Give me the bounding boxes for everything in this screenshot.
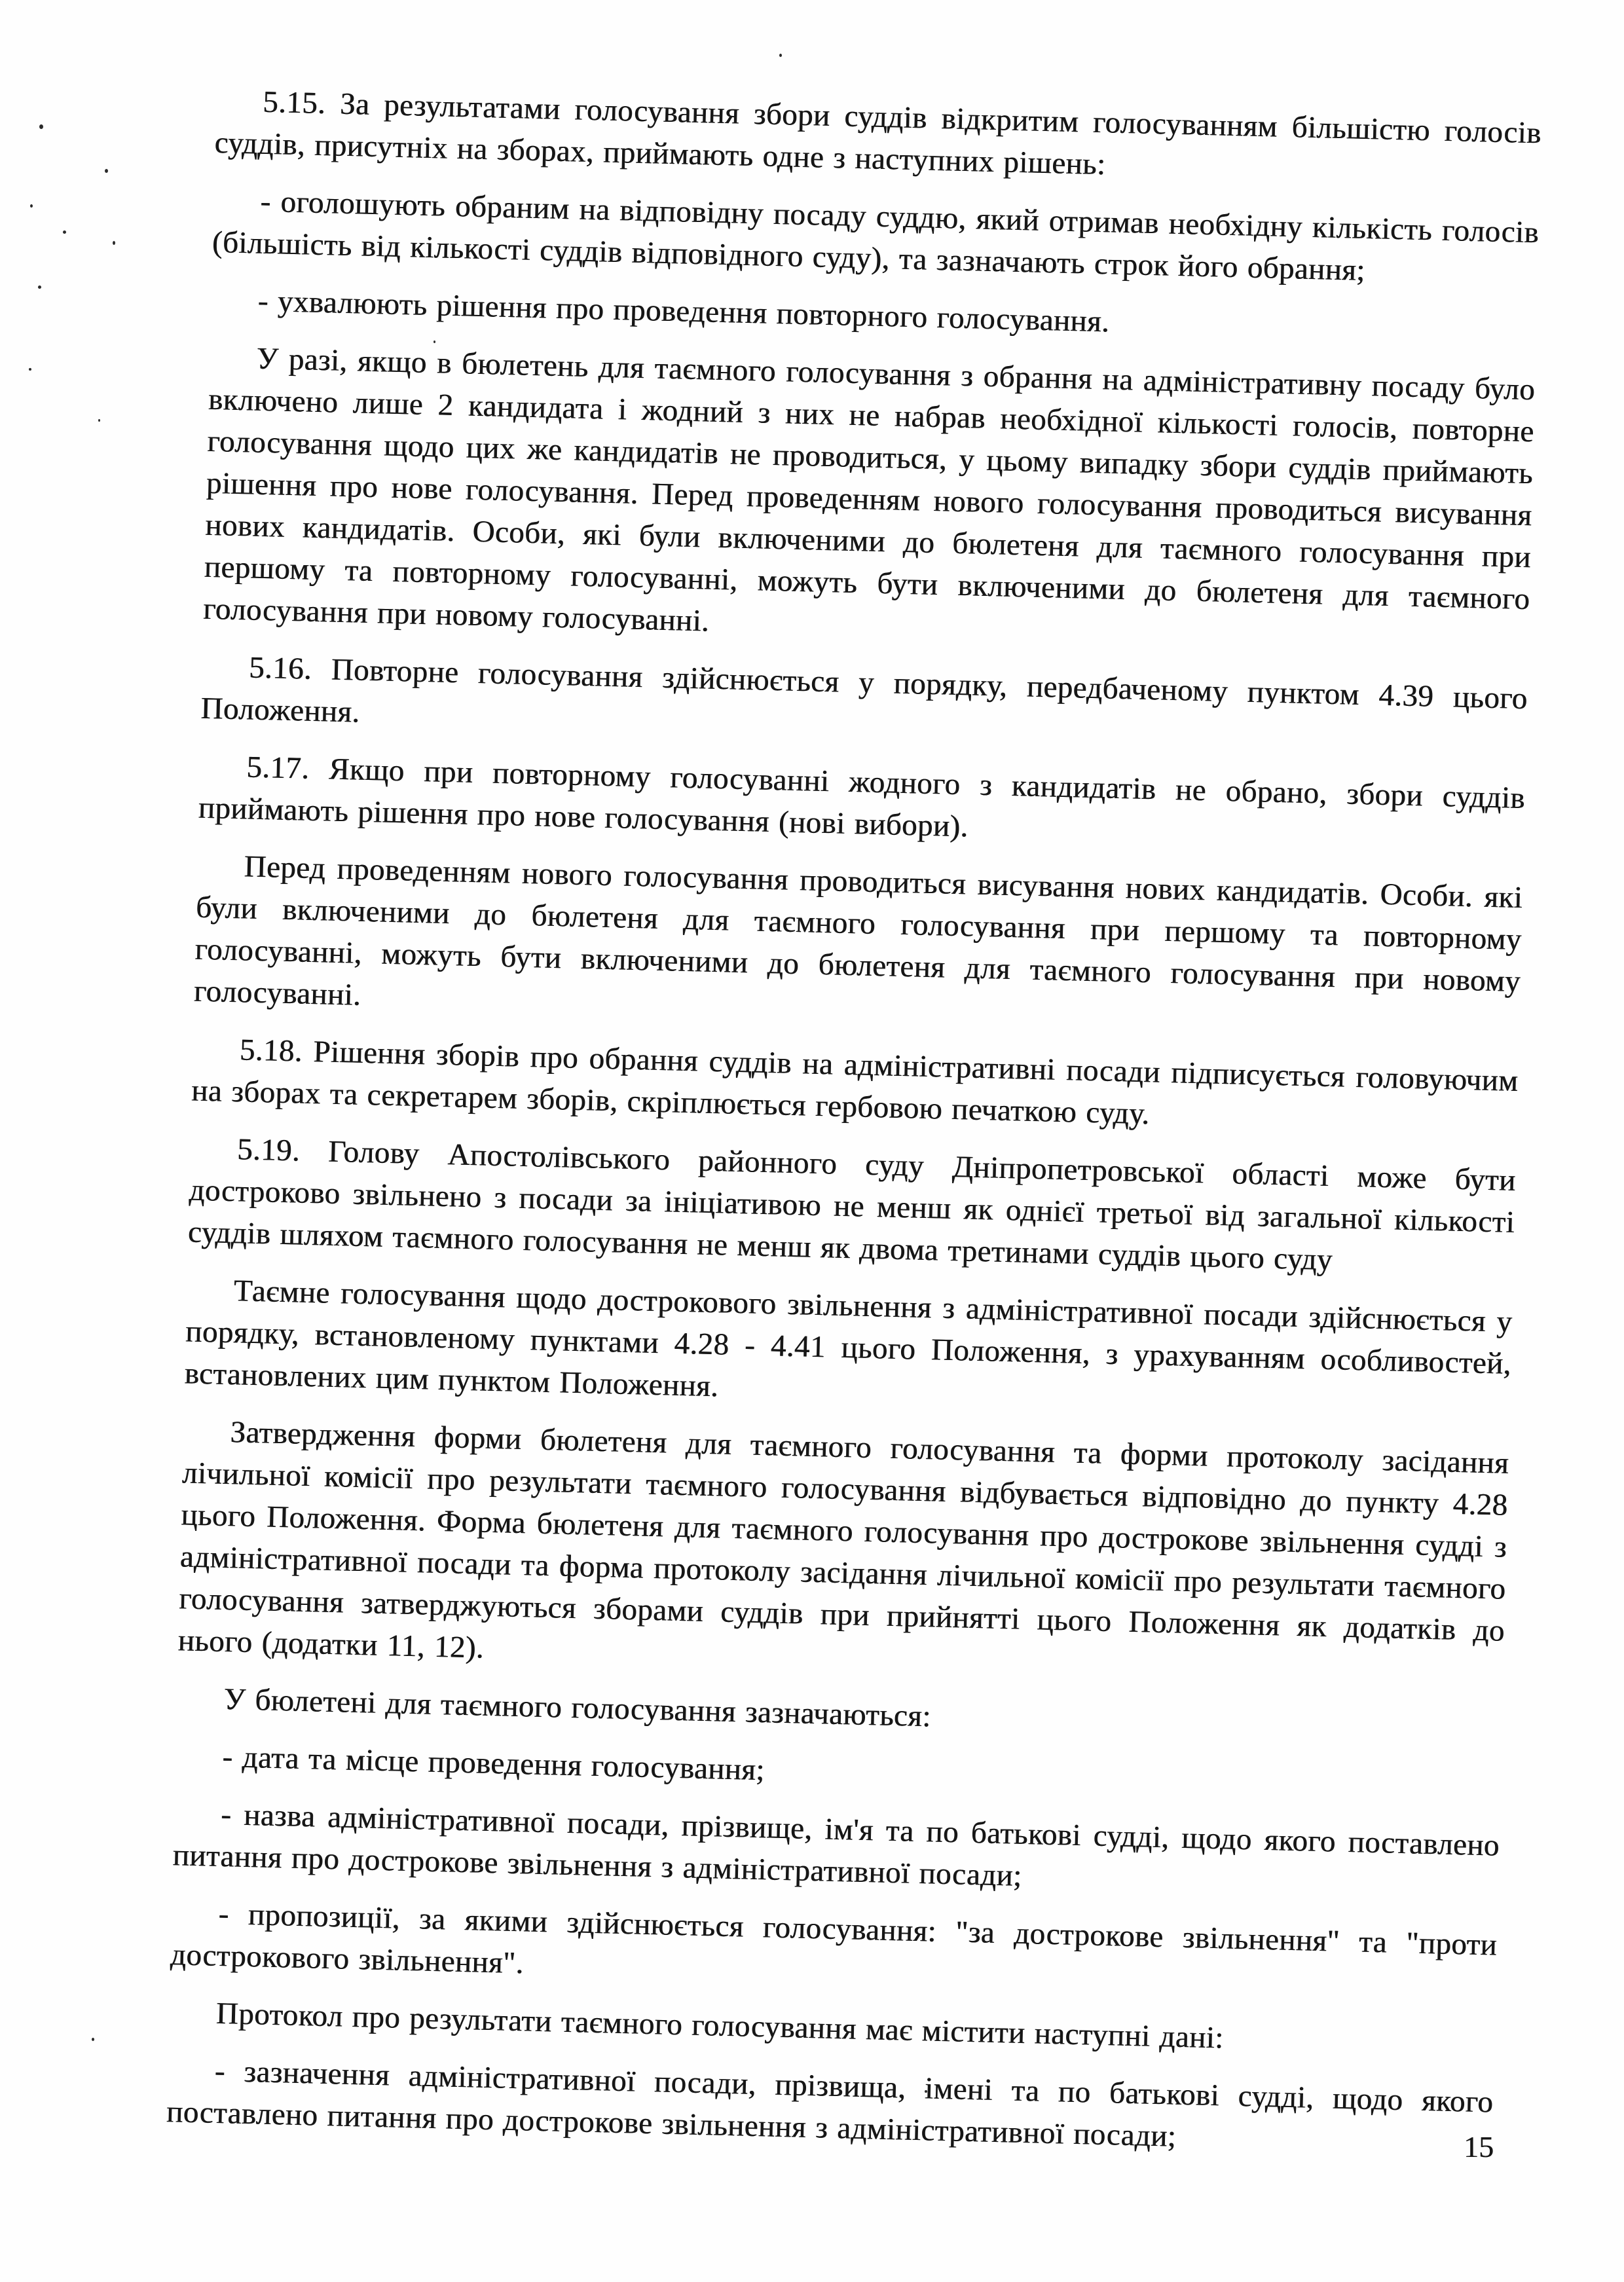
- document-text: [166, 80, 1542, 2181]
- paragraph: 5.17. Якщо при повторному голосуванні жодного з кандидатів не обрано, збори суддів приймають рішення про нове голосування (нові вибори).: [198, 750, 1526, 844]
- paragraph: Перед проведенням нового голосування проводиться висування нових кандидатів. Особи. які були включеними до бюлетеня для таємного голосування при першому та повторному голосуванні, можуть бути включеними до бюлетеня для таємного голосування при новому голосуванні.: [193, 849, 1523, 1012]
- scan-speck: [779, 54, 782, 57]
- scan-speck: [29, 368, 31, 371]
- paragraph: У разі, якщо в бюлетень для таємного голосування з обрання на адміністративну посаду було включено лише 2 кандидата і жодний з них не набрав необхідної кількості голосів, повторне голосування щодо цих же кандидатів не проводиться, у цьому випадку збори суддів приймають рішення про нове голосування. Перед проведенням нового голосування проводиться висування нових кандидатів. Особи, які були включеними до бюлетеня для таємного голосування при першому та повторному голосуванні, можуть бути включеними до бюлетеня для таємного голосування при новому голосуванні.: [202, 341, 1536, 638]
- paragraph: Затвердження форми бюлетеня для таємного голосування та форми протоколу засідання лічильної комісії про результати таємного голосування відбувається відповідно до пункту 4.28 цього Положення. Форма бюлетеня для таємного голосування про дострокове звільнення судді з адміністративної посади та форма протоколу засідання лічильної комісії про результати таємного голосування затверджуються зборами суддів при прийнятті цього Положення як додатків до нього (додатки 11, 12).: [177, 1415, 1509, 1665]
- paragraph: - назва адміністративної посади, прізвище, ім'я та по батькові судді, щодо якого поставлено питання про дострокове звільнення з адміністративної посади;: [172, 1797, 1500, 1893]
- paragraph: 5.16. Повторне голосування здійснюється у порядку, передбаченому пунктом 4.39 цього Положення.: [200, 650, 1528, 729]
- paragraph: 5.19. Голову Апостолівського районного суду Дніпропетровської області може бути достроково звільнено з посади за ініціативою не менш як однієї третьої від загальної кількості суддів шляхом таємного голосування не менш як двома третинами суддів цього суду: [187, 1132, 1517, 1278]
- paragraph: - оголошують обраним на відповідну посаду суддю, який отримав необхідну кількість голосів (більшість від кількості суддів відповідного суду), та зазначають строк його обрання;: [212, 184, 1540, 287]
- paragraph: - дата та місце проведення голосування;: [221, 1740, 766, 1788]
- paragraph: Таємне голосування щодо дострокового звільнення з адміністративної посади здійснюється у порядку, встановленому пунктами 4.28 - 4.41 цього Положення, з урахуванням особливостей, встановлених цим пунктом Положення.: [184, 1274, 1513, 1404]
- paragraph: - пропозиції, за якими здійснюється голосування: "за дострокове звільнення" та "проти дострокового звільнення".: [170, 1896, 1498, 1981]
- scan-speck: [92, 2038, 94, 2041]
- paragraph: - ухвалюють рішення про проведення повторного голосування.: [257, 284, 1110, 339]
- scan-speck: [39, 124, 43, 129]
- scan-speck: [98, 419, 100, 422]
- scan-speck: [38, 285, 41, 289]
- paragraph: У бюлетені для таємного голосування зазначаються:: [223, 1682, 932, 1734]
- scan-speck: [113, 241, 115, 245]
- scan-speck: [30, 204, 33, 208]
- paragraph: - зазначення адміністративної посади, прізвища, імені та по батькові судді, щодо якого поставлено питання про дострокове звільнення з адміністративної посади;: [166, 2053, 1494, 2154]
- paragraph: 5.15. За результатами голосування збори суддів відкритим голосуванням більшістю голосів суддів, присутніх на зборах, приймають одне з наступних рішень:: [214, 84, 1542, 182]
- paragraph: Протокол про результати таємного голосування має містити наступні дані:: [215, 1996, 1225, 2055]
- paragraph: 5.18. Рішення зборів про обрання суддів на адміністративні посади підписується головуючим на зборах та секретарем зборів, скріплюється гербовою печаткою суду.: [191, 1033, 1519, 1132]
- scan-speck: [105, 169, 108, 173]
- scan-speck: [63, 230, 66, 234]
- page-number: 15: [1464, 2130, 1494, 2163]
